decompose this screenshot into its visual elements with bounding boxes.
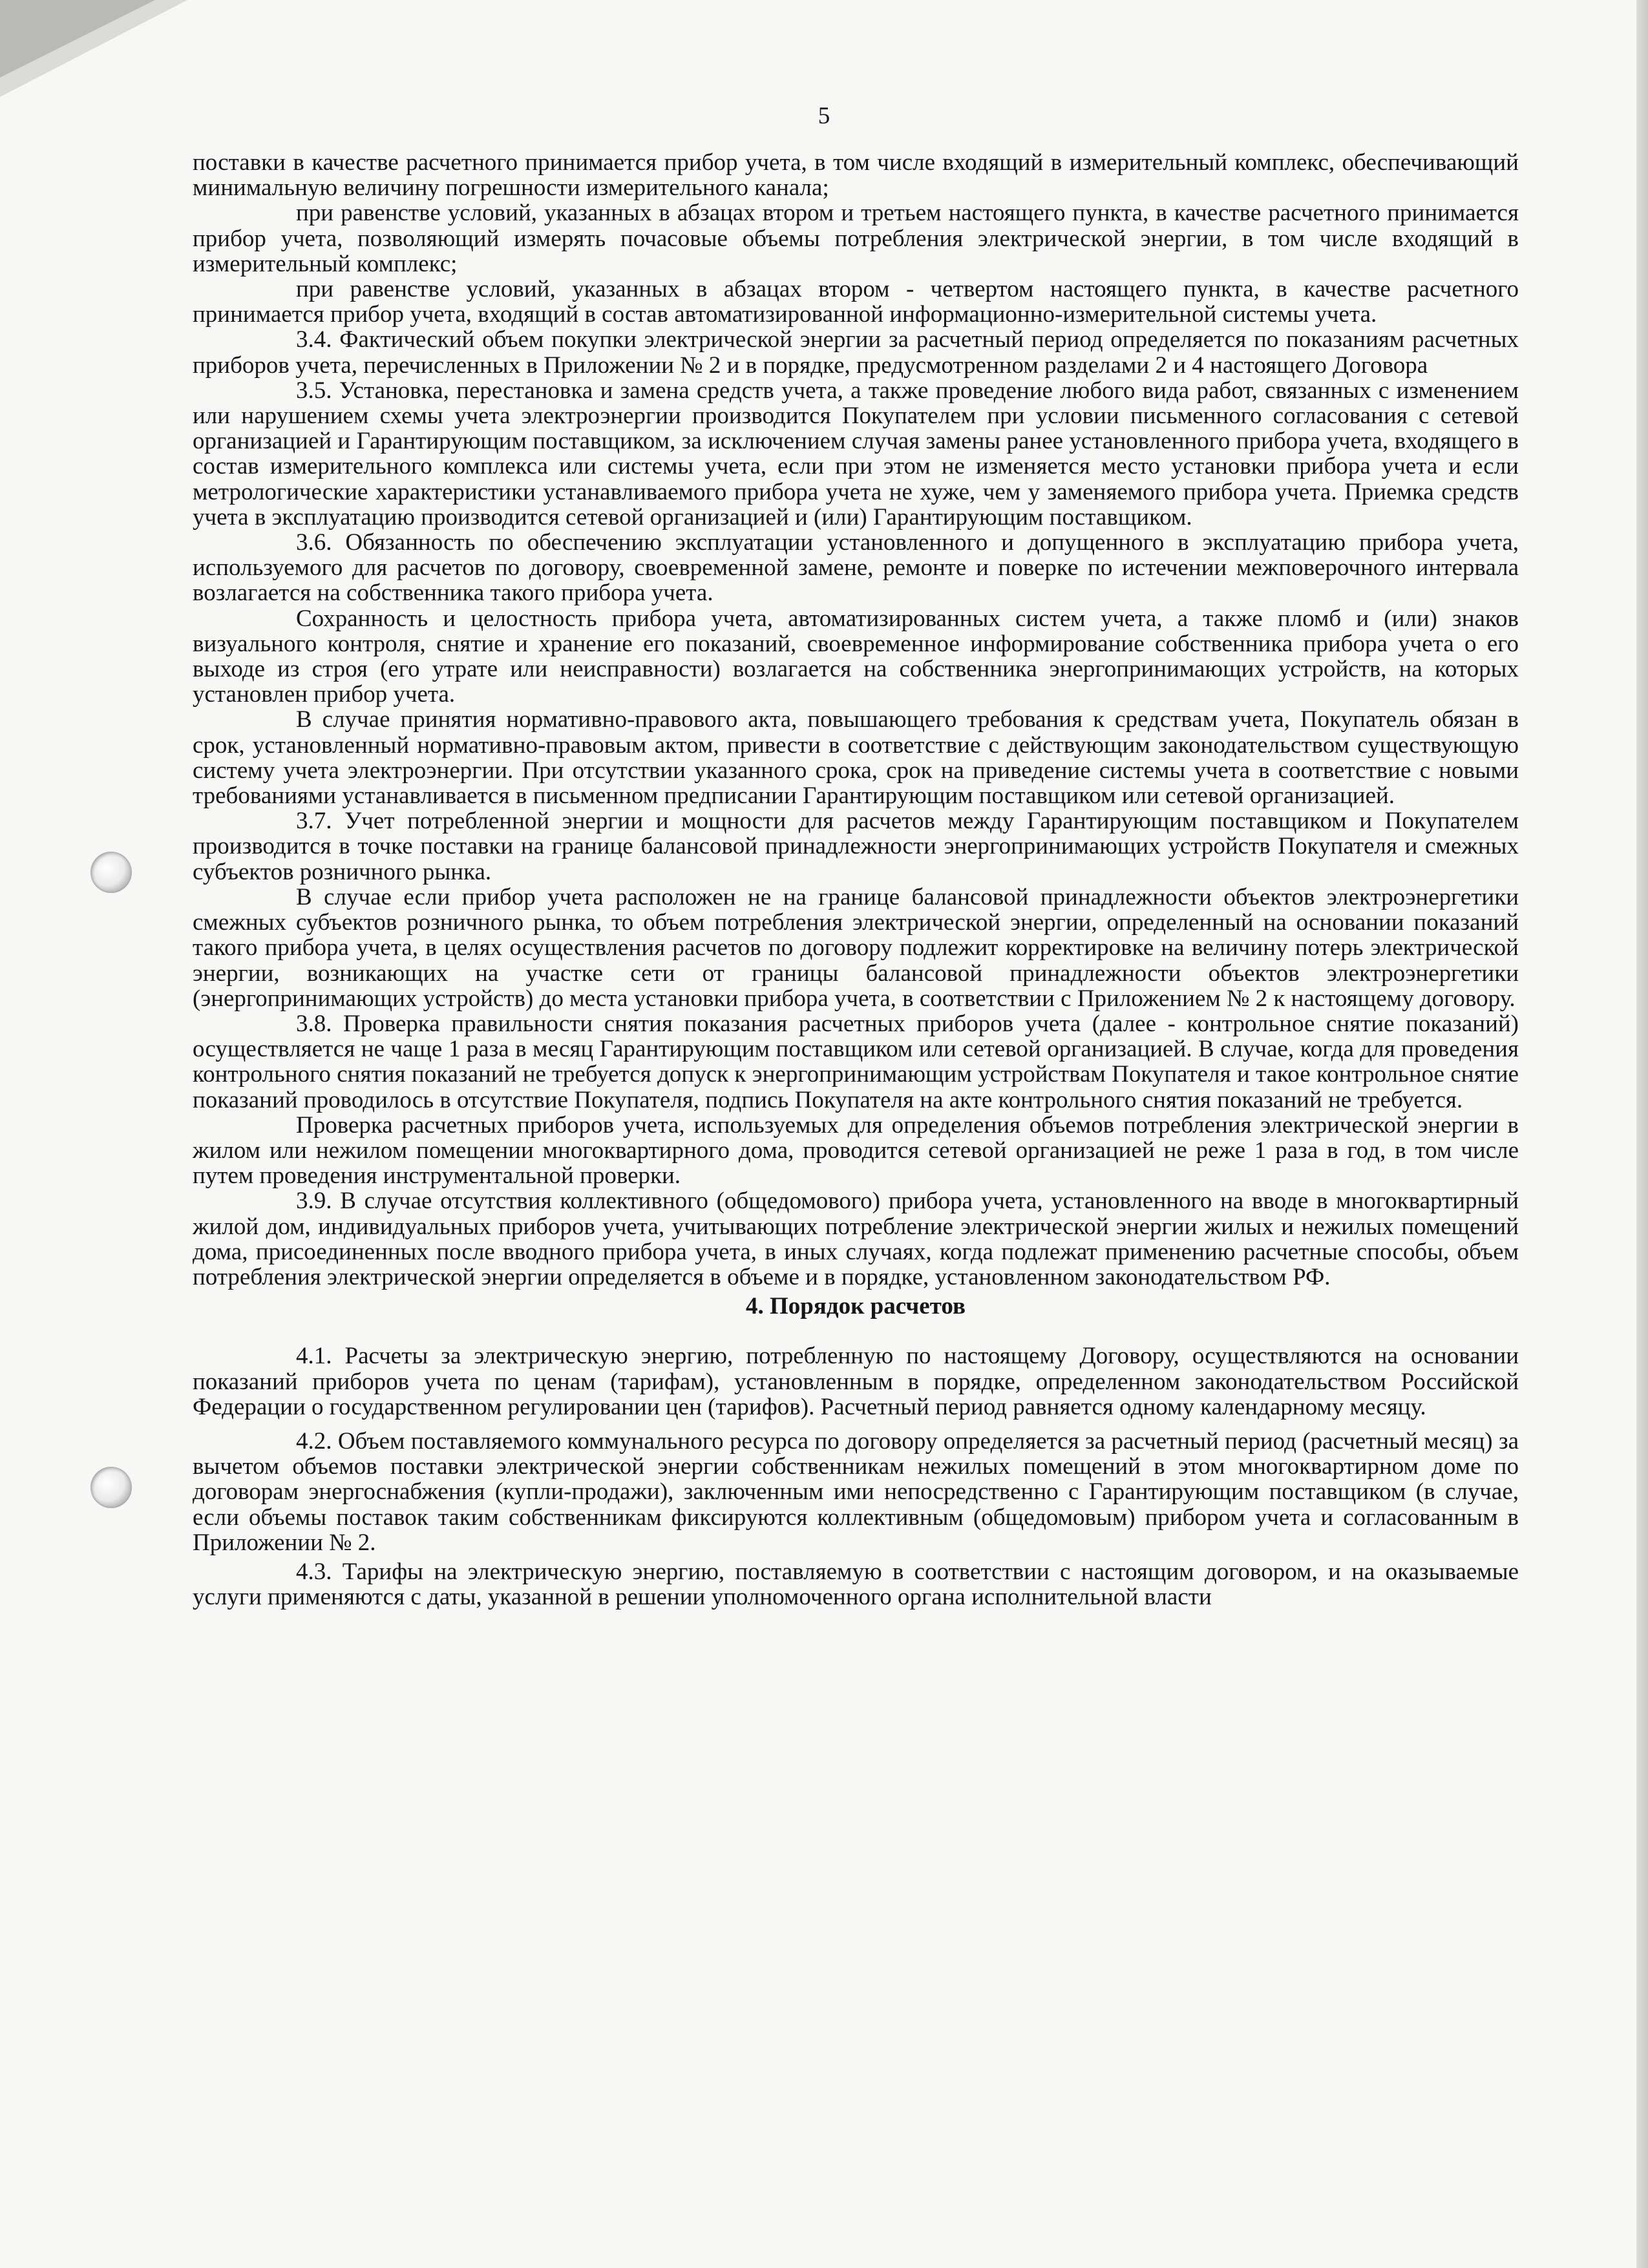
paragraph: поставки в качестве расчетного принимается прибор учета, в том числе входящий в измерительный комплекс, обеспечивающий минимальную величину погрешности измерительного канала;	[193, 149, 1519, 202]
paragraph: Проверка расчетных приборов учета, используемых для определения объемов потребления электрической энергии в жилом или нежилом помещении многоквартирного дома, проводится сетевой организацией не реже 1 раза в год, в том числе путем проведения инструментальной проверки.	[193, 1111, 1519, 1190]
clause-3-4: 3.4. Фактический объем покупки электрической энергии за расчетный период определяется по показаниям расчетных приборов учета, перечисленных в Приложении № 2 и в порядке, предусмотренном разделами 2 и 4 настоящего Договора	[193, 326, 1519, 379]
document-body	[193, 150, 1519, 1610]
clause-3-5: 3.5. Установка, перестановка и замена средств учета, а также проведение любого вида работ, связанных с изменением или нарушением схемы учета электроэнергии производится Покупателем при условии письменного согласования с сетевой организацией и Гарантирующим поставщиком, за исключением случая замены ранее установленного прибора учета, входящего в состав измерительного комплекса или системы учета, если при этом не изменяется место установки прибора учета и если метрологические характеристики устанавливаемого прибора учета не хуже, чем у заменяемого прибора учета. Приемка средств учета в эксплуатацию производится сетевой организацией и (или) Гарантирующим поставщиком.	[193, 377, 1519, 530]
section-heading: 4. Порядок расчетов	[746, 1293, 966, 1320]
clause-3-9: 3.9. В случае отсутствия коллективного (общедомового) прибора учета, установленного на вводе в многоквартирный жилой дом, индивидуальных приборов учета, учитывающих потребление электрической энергии жилых и нежилых помещений дома, присоединенных после вводного прибора учета, в иных случаях, когда подлежат применению расчетные способы, объем потребления электрической энергии определяется в объеме и в порядке, установленном законодательством РФ.	[193, 1188, 1519, 1290]
folded-corner	[0, 0, 155, 78]
clause-3-8: 3.8. Проверка правильности снятия показания расчетных приборов учета (далее - контрольное снятие показаний) осуществляется не чаще 1 раза в месяц Гарантирующим поставщиком или сетевой организацией. В случае, когда для проведения контрольного снятия показаний не требуется допуск к энергопринимающим устройствам Покупателя и такое контрольное снятие показаний проводилось в отсутствие Покупателя, подпись Покупателя на акте контрольного снятия показаний не требуется.	[193, 1010, 1519, 1113]
clause-3-7: 3.7. Учет потребленной энергии и мощности для расчетов между Гарантирующим поставщиком и Покупателем производится в точке поставки на границе балансовой принадлежности энергопринимающих устройств Покупателя и смежных субъектов розничного рынка.	[193, 808, 1519, 885]
paragraph: Сохранность и целостность прибора учета, автоматизированных систем учета, а также пломб и (или) знаков визуального контроля, снятие и хранение его показаний, своевременное информирование собственника прибора учета о его выходе из строя (его утрате или неисправности) возлагается на собственника энергопринимающих устройств, на которых установлен прибор учета.	[193, 605, 1519, 708]
page-edge	[1636, 0, 1648, 2268]
paragraph: В случае принятия нормативно-правового акта, повышающего требования к средствам учета, Покупатель обязан в срок, установленный нормативно-правовым актом, привести в соответствие с действующим законодательством существующую систему учета электроэнергии. При отсутствии указанного срока, срок на приведение системы учета в соответствие с новыми требованиями устанавливается в письменном предписании Гарантирующим поставщиком или сетевой организацией.	[193, 706, 1519, 810]
paragraph: В случае если прибор учета расположен не на границе балансовой принадлежности объектов электроэнергетики смежных субъектов розничного рынка, то объем потребления электрической энергии, определенный на основании показаний такого прибора учета, в целях осуществления расчетов по договору подлежит корректировке на величину потерь электрической энергии, возникающих на участке сети от границы балансовой принадлежности объектов электроэнергетики (энергопринимающих устройств) до места установки прибора учета, в соответствии с Приложением № 2 к настоящему договору.	[193, 883, 1519, 1012]
paragraph: при равенстве условий, указанных в абзацах втором - четвертом настоящего пункта, в качестве расчетного принимается прибор учета, входящий в состав автоматизированной информационно-измерительной системы учета.	[193, 276, 1519, 328]
clause-4-2: 4.2. Объем поставляемого коммунального ресурса по договору определяется за расчетный период (расчетный месяц) за вычетом объемов поставки электрической энергии собственникам нежилых помещений в этом многоквартирном доме по договорам энергоснабжения (купли-продажи), заключенным ими непосредственно с Гарантирующим поставщиком (в случае, если объемы поставок таким собственникам фиксируются коллективным (общедомовым) прибором учета и согласованным в Приложении № 2.	[193, 1427, 1519, 1556]
clause-4-1: 4.1. Расчеты за электрическую энергию, потребленную по настоящему Договору, осуществляются на основании показаний приборов учета по ценам (тарифам), установленным в порядке, определенном законодательством Российской Федерации о государственном регулировании цен (тарифов). Расчетный период равняется одному календарному месяцу.	[193, 1343, 1519, 1420]
punch-hole	[90, 852, 132, 893]
clause-4-3: 4.3. Тарифы на электрическую энергию, поставляемую в соответствии с настоящим договором, и на оказываемые услуги применяются с даты, указанной в решении уполномоченного органа исполнительной власти	[193, 1558, 1519, 1611]
punch-hole	[90, 1467, 132, 1508]
clause-3-6: 3.6. Обязанность по обеспечению эксплуатации установленного и допущенного в эксплуатацию прибора учета, используемого для расчетов по договору, своевременной замене, ремонте и поверке по истечении межповерочного интервала возлагается на собственника такого прибора учета.	[193, 529, 1519, 607]
paragraph: при равенстве условий, указанных в абзацах втором и третьем настоящего пункта, в качестве расчетного принимается прибор учета, позволяющий измерять почасовые объемы потребления электрической энергии, в том числе входящий в измерительный комплекс;	[193, 200, 1519, 277]
page-number: 5	[818, 103, 830, 129]
